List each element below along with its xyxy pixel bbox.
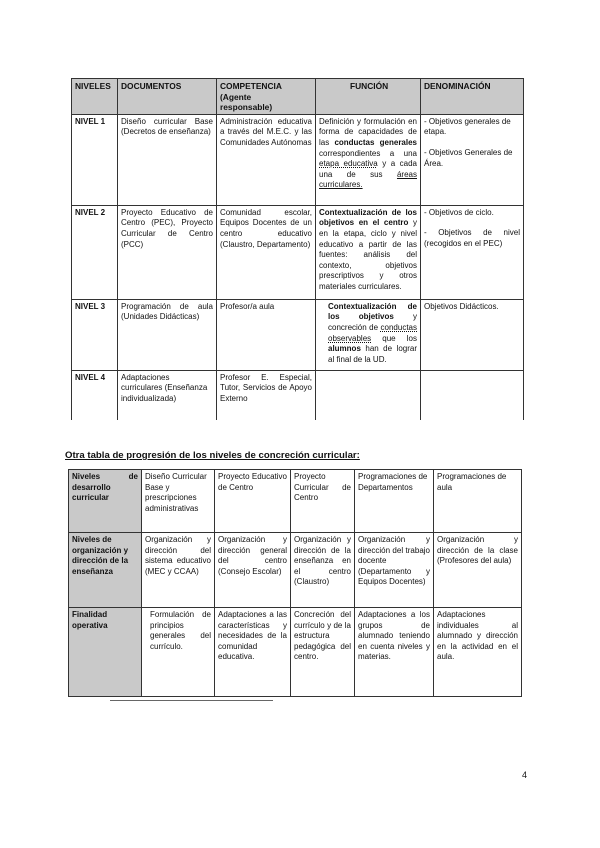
table-cell: Organización y dirección de la enseñanza en el centro (Claustro) xyxy=(291,533,355,608)
nivel-cell: NIVEL 4 xyxy=(72,370,118,420)
table2-caption: Otra tabla de progresión de los niveles de concreción curricular: xyxy=(65,450,360,461)
header-niveles: NIVELES xyxy=(72,79,118,115)
table2-footer-rule xyxy=(110,700,273,701)
documentos-cell: Adaptaciones curriculares (Enseñanza individualizada) xyxy=(118,370,217,420)
denominacion-cell xyxy=(421,299,524,370)
funcion-text: Definición y formulación en forma de capacidades de las xyxy=(319,116,417,147)
denominacion-cell xyxy=(421,205,524,299)
table-cell: Organización y dirección general del centro (Consejo Escolar) xyxy=(215,533,291,608)
denominacion-item: Objetivos Didácticos. xyxy=(424,301,499,311)
row-header: Niveles de organización y dirección de la enseñanza xyxy=(69,533,142,608)
page-number: 4 xyxy=(522,770,528,780)
table-cell: Formulación de principios generales del currículo. xyxy=(142,608,215,697)
progression-table xyxy=(68,469,522,697)
table-cell: Concreción del currículo y de la estructura pedagógica del centro. xyxy=(291,608,355,697)
row-header: Finalidad operativa xyxy=(69,608,142,697)
table-row xyxy=(72,114,524,205)
table-row xyxy=(69,470,522,533)
table-row xyxy=(69,533,522,608)
table-row xyxy=(69,608,522,697)
competencia-cell: Comunidad escolar, Equipos Docentes de un centro educativo (Claustro, Departamento) xyxy=(217,205,316,299)
funcion-bold: alumnos xyxy=(328,344,361,354)
table-cell: Proyecto Educativo de Centro xyxy=(215,470,291,533)
header-denominacion: DENOMINACIÓN xyxy=(421,79,524,115)
funcion-text: correspondientes a una xyxy=(319,148,417,158)
funcion-bold: Contextualización de los objetivos xyxy=(328,301,417,322)
funcion-cell xyxy=(316,299,421,370)
funcion-text: han de lograr al final de la UD. xyxy=(328,344,417,364)
table-cell: Programaciones de Departamentos xyxy=(355,470,434,533)
nivel-cell: NIVEL 2 xyxy=(72,205,118,299)
denominacion-cell xyxy=(421,370,524,420)
competencia-cell: Profesor/a aula xyxy=(217,299,316,370)
funcion-cell xyxy=(316,114,421,205)
denominacion-item: - Objetivos Generales de Área. xyxy=(424,147,513,168)
competencia-cell: Administración educativa a través del M.E.C. y las Comunidades Autónomas xyxy=(217,114,316,205)
denominacion-item: - Objetivos de ciclo. xyxy=(424,207,494,217)
table-cell: Organización y dirección del sistema educativo (MEC y CCAA) xyxy=(142,533,215,608)
nivel-cell: NIVEL 3 xyxy=(72,299,118,370)
table-cell: Adaptaciones a los grupos de alumnado teniendo en cuenta niveles y materias. xyxy=(355,608,434,697)
funcion-underlined: áreas curriculares. xyxy=(319,169,417,190)
denominacion-item: - Objetivos de nivel (recogidos en el PEC) xyxy=(424,228,520,248)
table-row xyxy=(72,370,524,420)
table-cell: Proyecto Curricular de Centro xyxy=(291,470,355,533)
documentos-cell: Diseño curricular Base (Decretos de enseñanza) xyxy=(118,114,217,205)
funcion-bold: conductas generales xyxy=(334,137,417,147)
table-cell: Adaptaciones individuales al alumnado y dirección en la actividad en el aula. xyxy=(434,608,522,697)
table-row xyxy=(72,205,524,299)
funcion-underlined: etapa educativa xyxy=(319,159,378,169)
table1-header-row xyxy=(72,79,524,115)
funcion-cell xyxy=(316,370,421,420)
table-cell: Programaciones de aula xyxy=(434,470,522,533)
row-header: Niveles de desarrollo curricular xyxy=(69,470,142,533)
funcion-underlined: conductas observables xyxy=(328,322,417,343)
table-cell: Organización y dirección de la clase (Profesores del aula) xyxy=(434,533,522,608)
funcion-text: y a cada una de sus xyxy=(319,159,417,179)
table-row xyxy=(72,299,524,370)
header-funcion: FUNCIÓN xyxy=(316,79,421,115)
documentos-cell: Programación de aula (Unidades Didácticas) xyxy=(118,299,217,370)
funcion-text: y concreción de xyxy=(328,312,417,332)
table-cell: Organización y dirección del trabajo docente (Departamento y Equipos Docentes) xyxy=(355,533,434,608)
header-documentos: DOCUMENTOS xyxy=(118,79,217,115)
table-cell: Diseño Curricular Base y prescripciones administrativas xyxy=(142,470,215,533)
funcion-text: y en la etapa, ciclo y nivel educativo a partir de las fuentes: análisis del contexto, objetivos prescriptivos y otros materiales curriculares. xyxy=(319,218,417,291)
curricular-levels-table xyxy=(71,78,524,420)
competencia-cell: Profesor E. Especial, Tutor, Servicios de Apoyo Externo xyxy=(217,370,316,420)
funcion-text: que los xyxy=(371,333,417,343)
table-cell: Adaptaciones a las características y necesidades de la comunidad educativa. xyxy=(215,608,291,697)
header-competencia: COMPETENCIA (Agente responsable) xyxy=(217,79,316,115)
funcion-bold: Contextualización de los objetivos en el centro xyxy=(319,207,417,228)
denominacion-cell xyxy=(421,114,524,205)
nivel-cell: NIVEL 1 xyxy=(72,114,118,205)
funcion-cell xyxy=(316,205,421,299)
documentos-cell: Proyecto Educativo de Centro (PEC), Proyecto Curricular de Centro (PCC) xyxy=(118,205,217,299)
denominacion-item: - Objetivos generales de etapa. xyxy=(424,116,511,137)
